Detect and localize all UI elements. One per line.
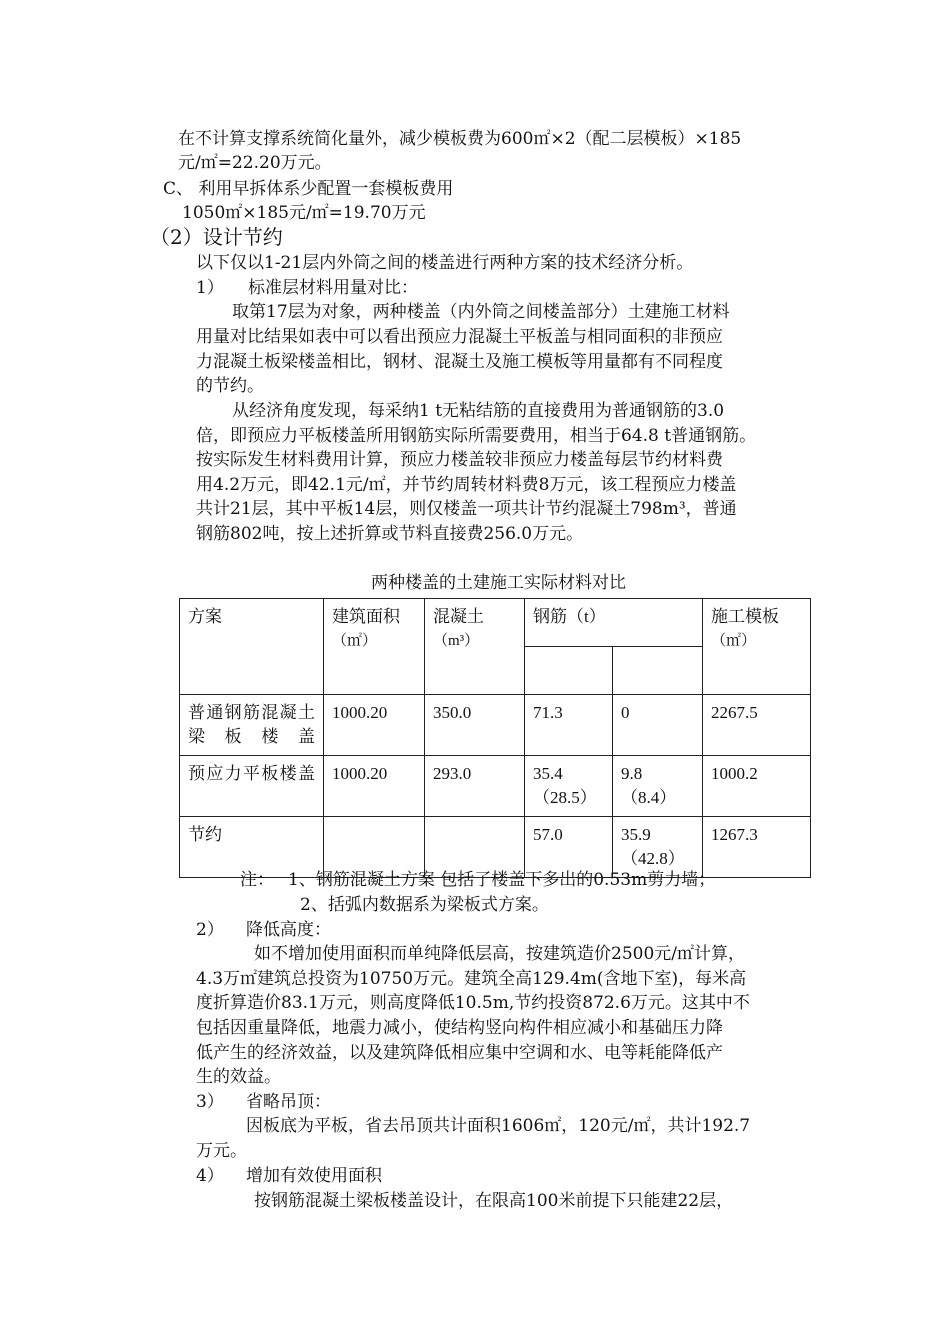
paragraph-line: 钢筋802吨，按上述折算或节料直接费256.0万元。 [196, 524, 584, 544]
item-title: 省略吊顶： [246, 1092, 331, 1112]
cell-steel-b: 9.8 （8.4） [613, 756, 703, 817]
paragraph-line: 取第17层为对象，两种楼盖（内外筒之间楼盖部分）土建施工材料 [232, 302, 730, 322]
table-row [180, 756, 811, 817]
item-number: 1） [196, 278, 224, 298]
text-line: 元/㎡=22.20万元。 [178, 153, 332, 173]
cell-scheme: 节约 [180, 817, 324, 878]
paragraph-line: 从经济角度发现，每采纳1 t无粘结筋的直接费用为普通钢筋的3.0 [232, 401, 725, 421]
header-concrete: 混凝土 （m³） [425, 599, 525, 695]
cell-area: 1000.20 [324, 756, 425, 817]
paragraph-line: 力混凝土板梁楼盖相比，钢材、混凝土及施工模板等用量都有不同程度 [196, 352, 723, 372]
paragraph-line: 生的效益。 [196, 1067, 281, 1087]
cell-area: 1000.20 [324, 695, 425, 756]
table-row [180, 695, 811, 756]
text-line: 以下仅以1-21层内外筒之间的楼盖进行两种方案的技术经济分析。 [196, 253, 694, 273]
text-line: 1050㎡×185元/㎡=19.70万元 [182, 203, 426, 223]
paragraph-line: 4.3万㎡建筑总投资为10750万元。建筑全高129.4m(含地下室)，每米高 [196, 969, 747, 989]
header-area: 建筑面积 （㎡） [324, 599, 425, 695]
cell-steel-a: 71.3 [525, 695, 613, 756]
item-number: 3） [196, 1092, 224, 1112]
cell-steel-a: 57.0 [525, 817, 613, 878]
note-label: 注： [240, 870, 274, 890]
cell-concrete: 350.0 [425, 695, 525, 756]
cell-steel-b: 0 [613, 695, 703, 756]
table-title: 两种楼盖的土建施工实际材料对比 [371, 573, 626, 593]
header-scheme: 方案 [180, 599, 324, 695]
paragraph-line: 用4.2万元，即42.1元/㎡，并节约周转材料费8万元，该工程预应力楼盖 [196, 475, 737, 495]
paragraph-line: 共计21层，其中平板14层，则仅楼盖一项共计节约混凝土798m³，普通 [196, 499, 737, 519]
cell-steel-b: 35.9 （42.8） [613, 817, 703, 878]
header-steel-sub-a [525, 647, 613, 695]
paragraph-line: 用量对比结果如表中可以看出预应力混凝土平板盖与相同面积的非预应 [196, 327, 723, 347]
item-title: 增加有效使用面积 [246, 1166, 382, 1186]
item-number: 2） [196, 920, 224, 940]
paragraph-line: 的节约。 [196, 376, 264, 396]
paragraph-line: 低产生的经济效益，以及建筑降低相应集中空调和水、电等耗能降低产 [196, 1043, 723, 1063]
paragraph-line: 按实际发生材料费用计算，预应力楼盖较非预应力楼盖每层节约材料费 [196, 450, 723, 470]
note-line: 2、括弧内数据系为梁板式方案。 [300, 895, 549, 915]
paragraph-line: 包括因重量降低，地震力减小，使结构竖向构件相应减小和基础压力降 [196, 1018, 723, 1038]
cell-concrete: 293.0 [425, 756, 525, 817]
cell-formwork: 1267.3 [703, 817, 811, 878]
paragraph-line: 万元。 [196, 1141, 247, 1161]
cell-formwork: 2267.5 [703, 695, 811, 756]
paragraph-line: 倍，即预应力平板楼盖所用钢筋实际所需要费用，相当于64.8 t普通钢筋。 [196, 426, 757, 446]
header-steel: 钢筋（t） [525, 599, 703, 647]
cell-formwork: 1000.2 [703, 756, 811, 817]
comparison-table [179, 598, 811, 878]
paragraph-line: 因板底为平板，省去吊顶共计面积1606㎡，120元/㎡，共计192.7 [246, 1116, 751, 1136]
paragraph-line: 按钢筋混凝土梁板楼盖设计，在限高100米前提下只能建22层， [254, 1191, 734, 1211]
header-formwork: 施工模板 （㎡） [703, 599, 811, 695]
item-title: 标准层材料用量对比： [248, 278, 418, 298]
paragraph-line: 度折算造价83.1万元，则高度降低10.5m,节约投资872.6万元。这其中不 [196, 993, 750, 1013]
cell-scheme: 预应力平板楼盖 [180, 756, 324, 817]
item-number: 4） [196, 1166, 224, 1186]
paragraph-line: 如不增加使用面积而单纯降低层高，按建筑造价2500元/㎡计算， [254, 944, 745, 964]
text-line: C、 利用早拆体系少配置一套模板费用 [163, 179, 454, 199]
text-line: 在不计算支撑系统简化量外，减少模板费为600㎡×2（配二层模板）×185 [178, 129, 742, 149]
header-steel-sub-b [613, 647, 703, 695]
cell-scheme: 普通钢筋混凝土梁板楼盖 [180, 695, 324, 756]
cell-steel-a: 35.4 （28.5） [525, 756, 613, 817]
section-heading: （2）设计节约 [150, 225, 283, 249]
item-title: 降低高度： [246, 920, 331, 940]
note-line: 1、钢筋混凝土方案 包括了楼盖下多出的0.53m剪力墙； [288, 870, 716, 890]
